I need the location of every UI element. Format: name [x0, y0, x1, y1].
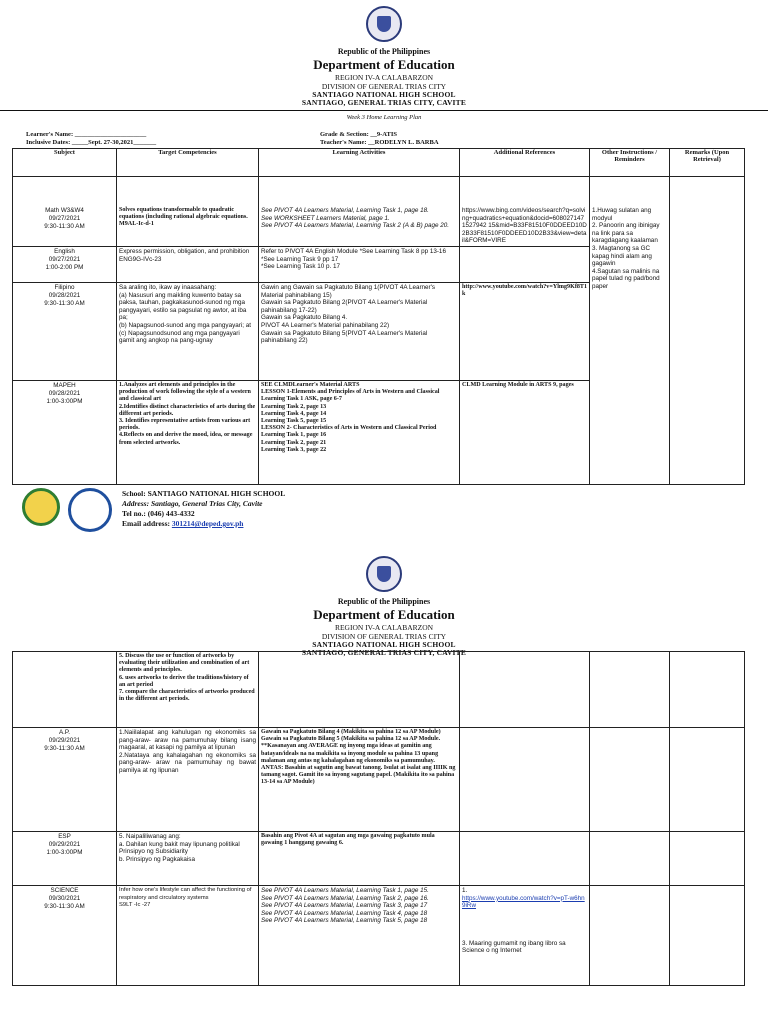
department-heading: Department of Education	[313, 57, 455, 72]
subject-cell: English 09/27/2021 1:00-2:00 PM	[13, 246, 117, 282]
activities-cell: Basahin ang Pivot 4A at sagutan ang mga gawaing pagkatuto mula gawaing 1 hanggang gawaing 6.	[259, 832, 460, 886]
activities-cell: Gawain sa Pagkatuto Bilang 4 (Makikita sa pahina 12 sa AP Module) Gawain sa Pagkatuto Bilang 5 (Makikita sa pahina 12 sa AP Module. **Kasanayan ang AVERAGE ng inyong mga ideas at gamitin ang batayan/ideals na na makikita sa inyong module sa pahina 13 upang malaman ang antas ng kahalagahan ng ekonomiks sa pamumuhay. ANTAS: Basahin at sagutin ang bawat tanong. Isulat at isalat ang IIIIK ng tamang sagot. Gamit ito sa inyong sagutang papel. (Makikita ito sa pahina 13-14 sa AP Module)	[259, 728, 460, 832]
header-divider	[0, 110, 768, 111]
remarks-cell	[670, 728, 745, 832]
inclusive-dates-label: Inclusive Dates: _____Sept. 27-30,2021_______	[26, 139, 157, 146]
references-cell: CLMD Learning Module in ARTS 9, pages	[460, 380, 590, 484]
references-cell	[460, 832, 590, 886]
remarks-cell	[670, 886, 745, 986]
footer-school: School: SANTIAGO NATIONAL HIGH SCHOOL	[122, 489, 286, 498]
references-cell: https://www.bing.com/videos/search?q=solving+quadratics+equation&docid=6080271471527942 15&mid=B33F81510F0DDEED10D2B33F81510F0DDEED10D2B33&view=detail&FORM=VIRE	[460, 177, 590, 247]
reminders-cell	[590, 832, 670, 886]
youtube-reference-link[interactable]: https://www.youtube.com/watch?v=pT-w6hn9iRw	[462, 894, 585, 910]
competency-cell: Sa araling ito, ikaw ay inaasahang: (a) Nasusuri ang maikling kuwento batay sa paksa, tauhan, pagkakasunod-sunod ng mga pangyayari, estilo sa pagsulat ng awtor, at iba pa; (b) Napagsunod-sunod ang mga pangyayari; at (c) Napagsunodsunod ang mga pangyayari gamit ang angkop na pang-ugnay	[117, 282, 259, 380]
subject-cell: Filipino 09/28/2021 9:30-11:30 AM	[13, 282, 117, 380]
activities-cell: SEE CLMDLearner's Material ARTS LESSON 1-Elements and Principles of Arts in Western and Classical Learning Task 1 ASK, page 6-7 Learning Task 2, page 13 Learning Task 4, page 14 Learning Task 5, page 15 LESSON 2- Characteristics of Arts in Western and Classical Period Learning Task 1, page 16 Learning Task 2, page 21 Learning Task 3, page 22	[259, 380, 460, 484]
activities-cell	[259, 652, 460, 728]
reminders-cell	[590, 728, 670, 832]
references-cell	[460, 728, 590, 832]
column-header-subject: Subject	[13, 149, 117, 177]
subject-cell: MAPEH 09/28/2021 1:00-3:00PM	[13, 380, 117, 484]
reminders-cell: 1.Huwag sulatan ang modyul 2. Panoorin ang ibinigay na link para sa karagdagang kaalaman 3. Magtanong sa GC kapag hindi alam ang gagawin 4.Sagutan sa malinis na papel tulad ng pad/bond paper	[590, 177, 670, 485]
republic-heading: Republic of the Philippines	[337, 47, 431, 56]
table-row	[13, 177, 745, 247]
references-cell	[460, 886, 590, 986]
reference-note: 3. Maaring gumamit ng ibang libro sa Science o ng Internet	[462, 939, 566, 955]
competency-cell: Solves equations transformable to quadratic equations (including rational algebraic equations. M9AL-Ic-d-1	[117, 177, 259, 247]
remarks-cell	[670, 832, 745, 886]
grade-section-label: Grade & Section: __9-ATIS	[320, 131, 397, 138]
column-header-competencies: Target Competencies	[117, 149, 259, 177]
footer-email-label: Email address:	[122, 519, 172, 528]
competency-cell: 5. Naipaliliwanag ang: a. Dahilan kung bakit may lipunang politikal Prinsipyo ng Subsidiarity b. Prinsipyo ng Pagkakaisa	[117, 832, 259, 886]
activities-cell: See PIVOT 4A Learners Material, Learning Task 1, page 15. See PIVOT 4A Learners Material, Learning Task 2, page 16. See PIVOT 4A Learners Material, Learning Task 3, page 17 See PIVOT 4A Learners Material, Learning Task 4, page 18 See PIVOT 4A Learners Material, Learning Task 5, page 18	[259, 886, 460, 986]
reminders-cell	[590, 652, 670, 728]
subject-cell: ESP 09/29/2021 1:00-3:00PM	[13, 832, 117, 886]
learning-plan-table-continued	[12, 651, 745, 986]
competency-cell: Express permission, obligation, and prohibition ENG9G-IVc-23	[117, 246, 259, 282]
footer-address: Address: Santiago, General Trias City, Cavite	[122, 499, 263, 508]
table-row	[13, 728, 745, 832]
reminders-cell	[590, 886, 670, 986]
school-address-heading: SANTIAGO, GENERAL TRIAS CITY, CAVITE	[301, 648, 467, 657]
remarks-cell	[670, 177, 745, 485]
deped-seal-icon	[366, 556, 402, 592]
references-cell	[460, 246, 590, 282]
activities-cell: See PIVOT 4A Learners Material, Learning Task 1, page 18. See WORKSHEET Learners Material, page 1. See PIVOT 4A Learners Material, Learning Task 2 (A & B) page 20.	[259, 177, 460, 247]
column-header-remarks: Remarks (Upon Retrieval)	[670, 149, 745, 177]
activities-cell: Refer to PIVOT 4A English Module *See Learning Task 8 pp 13-16 *See Learning Task 9 pp 17 *See Learning Task 10 p. 17	[259, 246, 460, 282]
table-row	[13, 886, 745, 986]
region-heading: REGION IV-A CALABARZON	[334, 73, 434, 82]
subject-cell	[13, 652, 117, 728]
reference-number: 1.	[462, 887, 468, 894]
republic-heading: Republic of the Philippines	[337, 597, 431, 606]
competency-cell: 1.Analyzes art elements and principles in the production of work following the style of a western and classical art 2.Identifies distinct characteristics of arts during the different art periods. 3. Identifies representative artists from various art periods. 4.Reflects on and derive the mood, idea, or message from selected artworks.	[117, 380, 259, 484]
subject-cell: SCIENCE 09/30/2021 9:30-11:30 AM	[13, 886, 117, 986]
learning-plan-table	[12, 148, 745, 485]
column-header-references: Additional References	[460, 149, 590, 177]
competency-cell: Infer how one's lifestyle can affect the functioning of respiratory and circulatory systems S9LT -Ic -27	[117, 886, 259, 986]
references-cell	[460, 652, 590, 728]
footer-email-link[interactable]: 301214@deped.gov.ph	[171, 519, 244, 528]
teacher-name-label: Teacher's Name: __RODELYN L. BARBA	[320, 139, 439, 146]
deped-seal-icon	[366, 6, 402, 42]
school-address-heading: SANTIAGO, GENERAL TRIAS CITY, CAVITE	[301, 98, 467, 107]
plan-title: Week 3 Home Learning Plan	[346, 114, 422, 121]
deped-logo-icon	[68, 488, 112, 532]
school-heading: SANTIAGO NATIONAL HIGH SCHOOL	[312, 90, 456, 99]
table-row	[13, 652, 745, 728]
region-heading: REGION IV-A CALABARZON	[334, 623, 434, 632]
table-row	[13, 832, 745, 886]
school-logo-icon	[22, 488, 60, 526]
division-heading: DIVISION OF GENERAL TRIAS CITY	[321, 632, 447, 641]
subject-cell: Math W3&W4 09/27/2021 9:30-11:30 AM	[13, 177, 117, 247]
competency-cell: 5. Discuss the use or function of artworks by evaluating their utilization and combination of art elements and principles. 6. uses artworks to derive the traditions/history of an art period 7. compare the characteristics of artworks produced in the different art periods.	[117, 652, 259, 728]
column-header-activities: Learning Activities	[259, 149, 460, 177]
activities-cell: Gawin ang Gawain sa Pagkatuto Bilang 1(PIVOT 4A Learner's Material pahinabilang 15) Gawain sa Pagkatuto Bilang 2(PIVOT 4A Learner's Material pahinabilang 17-22) Gawain sa Pagkatuto Bilang 4. PIVOT 4A Learner's Material pahinabilang 22) Gawain sa Pagkatuto Bilang 5(PIVOT 4A Learner's Material pahinabilang 22)	[259, 282, 460, 380]
footer-tel: Tel no.: (046) 443-4332	[122, 509, 195, 518]
column-header-reminders: Other Instructions / Reminders	[590, 149, 670, 177]
references-cell: http://www.youtube.com/watch?v=Ylmg9Kf8T1k	[460, 282, 590, 380]
competency-cell: 1.Naiilalapat ang kahulugan ng ekonomiks sa pang-araw- araw na pamumuhay bilang isang magaaral, at kasapi ng pamilya at lipunan 2.Natataya ang kahalagahan ng ekonomiks sa pang-araw- araw na pamumuhay ng bawat pamilya at ng lipunan	[117, 728, 259, 832]
subject-cell: A.P. 09/29/2021 9:30-11:30 AM	[13, 728, 117, 832]
division-heading: DIVISION OF GENERAL TRIAS CITY	[321, 82, 447, 91]
learner-name-label: Learner's Name: ______________________	[26, 131, 147, 138]
department-heading: Department of Education	[313, 607, 455, 622]
school-heading: SANTIAGO NATIONAL HIGH SCHOOL	[312, 640, 456, 649]
footer-email-row	[122, 519, 243, 529]
remarks-cell	[670, 652, 745, 728]
